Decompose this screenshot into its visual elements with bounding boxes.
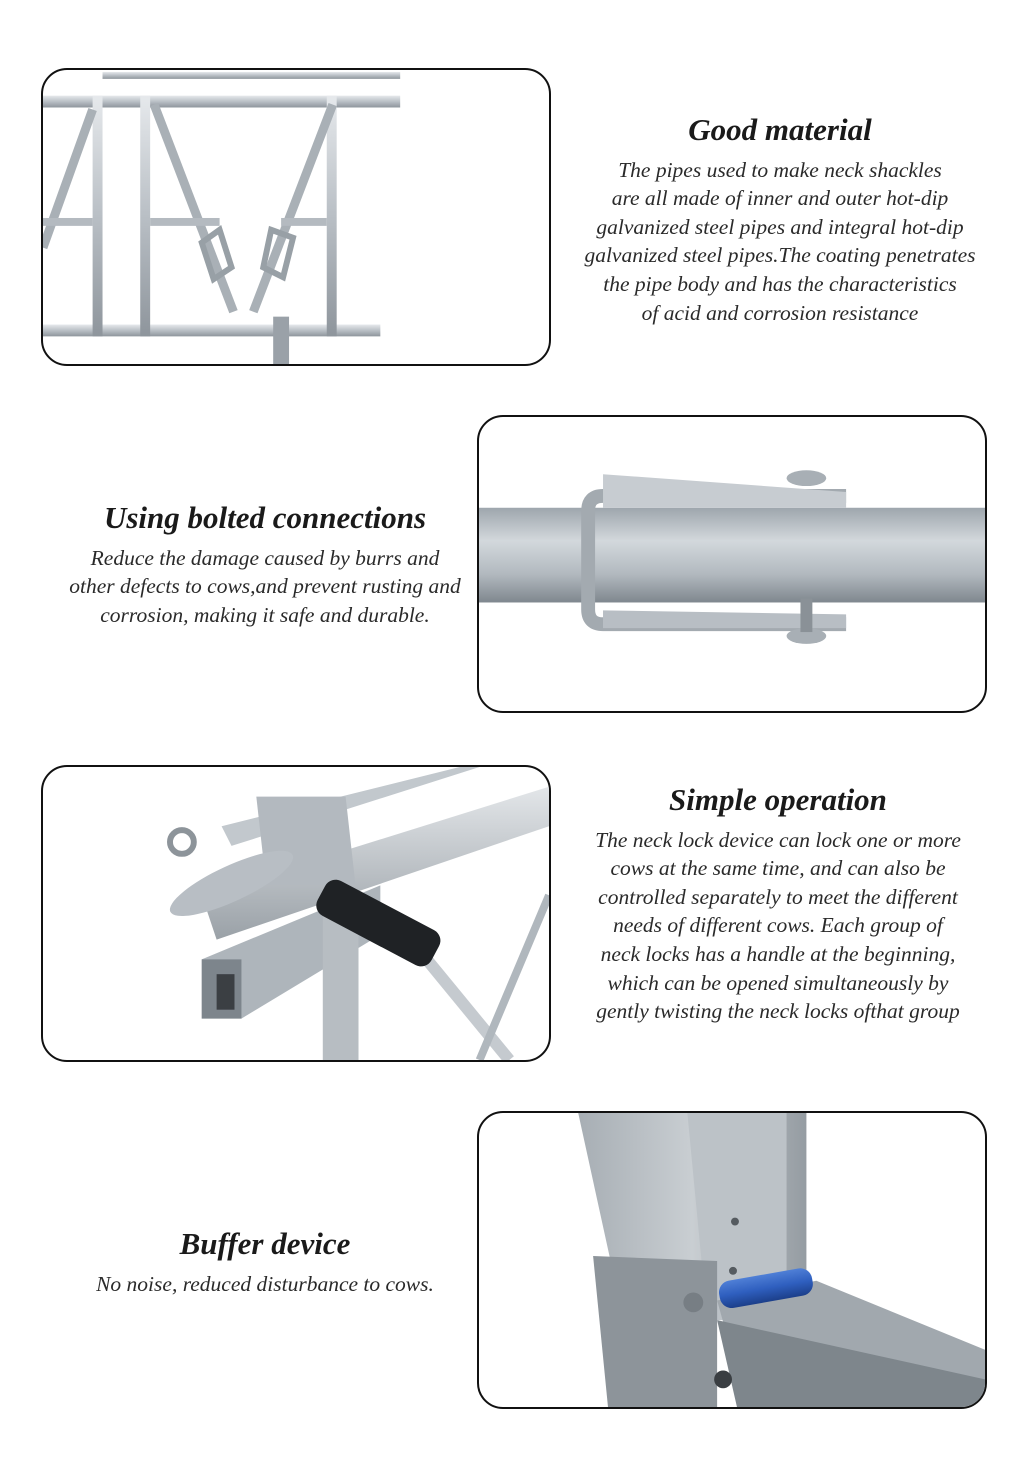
section-body-line: other defects to cows,and prevent rusting and xyxy=(69,574,461,599)
section-body-line: cows at the same time, and can also be xyxy=(610,856,946,881)
neck-shackle-frame-photo xyxy=(41,68,551,366)
section-heading: Simple operation xyxy=(669,782,887,817)
section-body-line: neck locks has a handle at the beginning, xyxy=(600,942,956,967)
section-body-line: of acid and corrosion resistance xyxy=(641,300,919,325)
section-body-line: The neck lock device can lock one or more xyxy=(595,827,961,852)
section-body-line: corrosion, making it safe and durable. xyxy=(100,602,430,627)
section-body-line: which can be opened simultaneously by xyxy=(607,970,949,995)
lock-handle-photo xyxy=(41,765,551,1062)
section-heading: Buffer device xyxy=(179,1226,351,1261)
section-body-line: gently twisting the neck locks ofthat group xyxy=(596,999,960,1024)
section-body-line: galvanized steel pipes.The coating penetrates xyxy=(584,243,976,268)
section-body-line: The pipes used to make neck shackles xyxy=(618,157,942,182)
section-body-line: controlled separately to meet the different xyxy=(598,884,958,909)
section-body-line: galvanized steel pipes and integral hot-dip xyxy=(596,214,964,239)
section-heading: Using bolted connections xyxy=(103,500,427,535)
bolted-connections-section xyxy=(30,500,500,629)
simple-operation-section xyxy=(548,782,1008,1026)
section-body-line: Reduce the damage caused by burrs and xyxy=(90,545,440,570)
section-body-line: are all made of inner and outer hot-dip xyxy=(611,186,949,211)
section-heading: Good material xyxy=(688,112,872,147)
good-material-section xyxy=(550,112,1010,327)
section-body-line: the pipe body and has the characteristics xyxy=(603,272,957,297)
section-body-line: No noise, reduced disturbance to cows. xyxy=(96,1271,434,1296)
buffer-device-photo xyxy=(477,1111,987,1409)
buffer-device-section xyxy=(30,1226,500,1298)
section-body-line: needs of different cows. Each group of xyxy=(613,913,943,938)
bolted-connection-photo xyxy=(477,415,987,713)
